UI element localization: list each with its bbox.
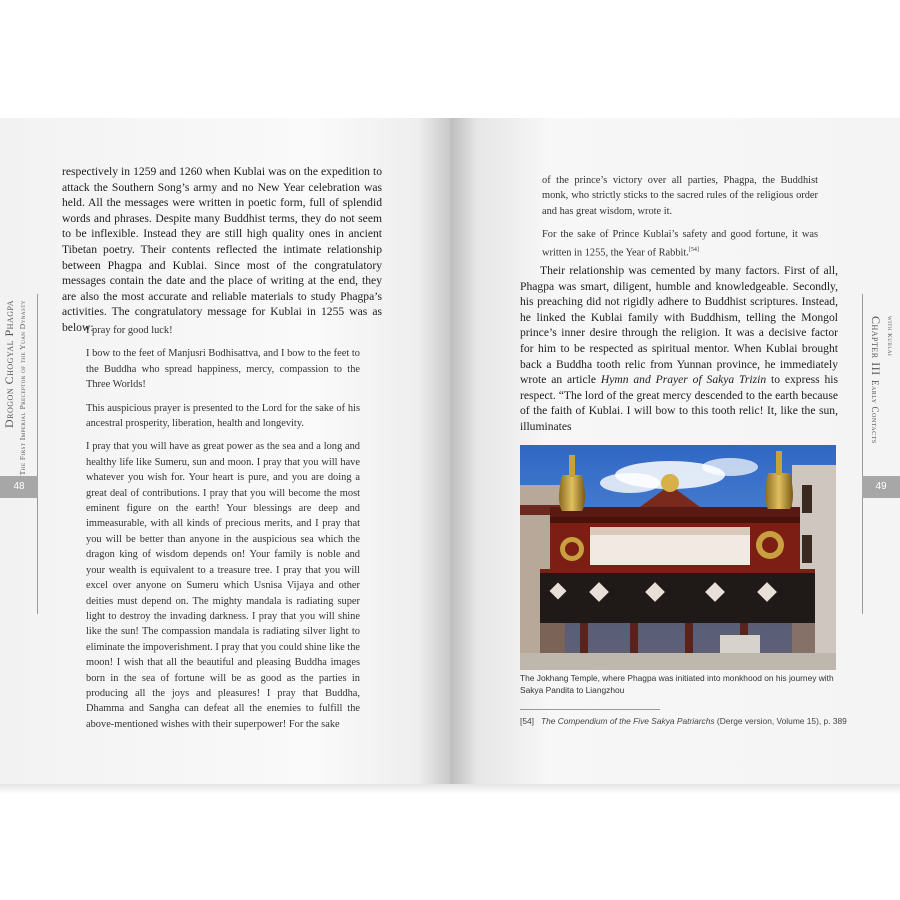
quote-paragraph-continued: of the prince’s victory over all parties, Phagpa, the Buddhist monk, who strictly sticks to the sacred rules of the religious order and has great wisdom, wrote it.	[542, 175, 818, 217]
right-body-text	[520, 263, 838, 435]
left-body-text	[62, 164, 382, 336]
right-side-tab	[862, 118, 900, 784]
left-tab-divider	[37, 294, 38, 614]
page-number-left: 48	[0, 476, 38, 498]
right-page	[450, 118, 900, 784]
book-title: Drogon Chogyal Phagpa	[2, 300, 16, 428]
jokhang-temple-photo	[520, 445, 836, 670]
quote-paragraph-1: I pray for good luck!	[86, 325, 173, 336]
left-side-tab	[0, 118, 38, 784]
footnote-rule	[520, 709, 660, 710]
chapter-title: Chapter III	[869, 316, 883, 376]
body-text-part-2: to express his respect. “The lord of the great mercy descended to the earth because of the faith of Kublai. I will bow to this tooth relic! It, like the sun, illuminates	[520, 373, 838, 433]
chapter-subtitle: with Kublai	[886, 316, 893, 357]
left-quote-block	[86, 323, 360, 740]
right-tab-divider	[862, 294, 863, 614]
book-shadow	[0, 784, 900, 794]
footnote-detail: (Derge version, Volume 15), p. 389	[714, 716, 847, 726]
book-subtitle: The First Imperial Preceptor of the Yuan Dynasty	[18, 300, 27, 476]
quote-paragraph-3: This auspicious prayer is presented to the Lord for the sake of his ancestral prosperity, liberation, health and longevity.	[86, 402, 360, 430]
quote-paragraph-4: I pray that you will have as great power as the sea and a long and healthy life like Sumeru, sun and moon. I pray that you will have whatever you wish for. Your heart is pure, and you are doing a great deal of contributions. I pray that you will become the most eminent figure on the earth! Your blessings are deep and immeasurable, with all kinds of precious merits, and I pray that you will be better than anyone in the auspicious sea which the dragon king of wisdom depends on! Your family is noble and your wealth is equivalent to a treasure tree. I pray that you will excel over anyone on Sumeru which Usnisa Vijaya and other deities must depend on. The mighty mandala is radiating super light to destroy the invading darkness. I pray that you will shine like the sun! The compassion mandala is radiating silver light to eliminate the impoverishment. I pray that you could shine like the moon! I wish that all the beautiful and pleasing Buddha images born in the sea of fortune will be as good as the parties in producing all the joys and pleasures! I pray that Buddha, Dhamma and Sangha can defeat all the enemies to fulfill the above-mentioned wishes with their superpower! For the sake	[86, 441, 360, 730]
quote-paragraph-2: I bow to the feet of Manjusri Bodhisattva, and I bow to the feet to the Buddha who spread happiness, mercy, compassion to the Three Worlds!	[86, 348, 360, 391]
photo-caption: The Jokhang Temple, where Phagpa was initiated into monkhood on his journey with Sakya Pandita to Liangzhou	[520, 673, 834, 695]
article-title: Hymn and Prayer of Sakya Trizin	[600, 373, 767, 387]
page-number-right: 49	[862, 476, 900, 498]
temple-illustration	[520, 445, 836, 670]
quote-paragraph-date	[542, 227, 818, 260]
body-paragraph-right	[520, 263, 838, 435]
left-page	[0, 118, 450, 784]
open-book	[0, 118, 900, 784]
footnote-title: The Compendium of the Five Sakya Patriarchs	[540, 716, 715, 726]
footnote-ref: [54]	[688, 246, 699, 253]
section-title: Early Contacts	[870, 380, 880, 444]
quote-date-text: For the sake of Prince Kublai’s safety and good fortune, it was written in 1255, the Year of Rabbit.	[542, 229, 818, 259]
footnote-number: [54]	[520, 716, 534, 726]
body-text-part-1: Their relationship was cemented by many factors. First of all, Phagpa was smart, diligent, humble and knowledgeable. Secondly, his preaching did not rigidly adhere to Buddhist scriptures. Instead, he linked the Kublai family with Buddhism, telling the Mongol prince’s inner desire through the religion. It was a decisive factor for him to be respected as spiritual mentor. When Kublai brought back a Buddha tooth relic from Yunnan province, he immediately wrote an article	[520, 264, 838, 387]
right-quote-block	[542, 173, 818, 269]
body-paragraph: respectively in 1259 and 1260 when Kublai was on the expedition to attack the Southern Song’s army and no New Year celebration was held. All the messages were written in poetic form, full of splendid words and phrases. Despite many Buddhist terms, they do not seem to be inflexible. Instead they are still high quality ones in ancient Tibetan poetry. Their contents reflected the intimate relationship between Phagpa and Kublai. Since most of the congratulatory messages contain the date and the place of writing at the end, they are also the most accurate and reliable materials to study Phagpa’s activities. The congratulatory message for Kublai in 1255 was as below:	[62, 165, 382, 334]
footnote	[520, 716, 850, 726]
